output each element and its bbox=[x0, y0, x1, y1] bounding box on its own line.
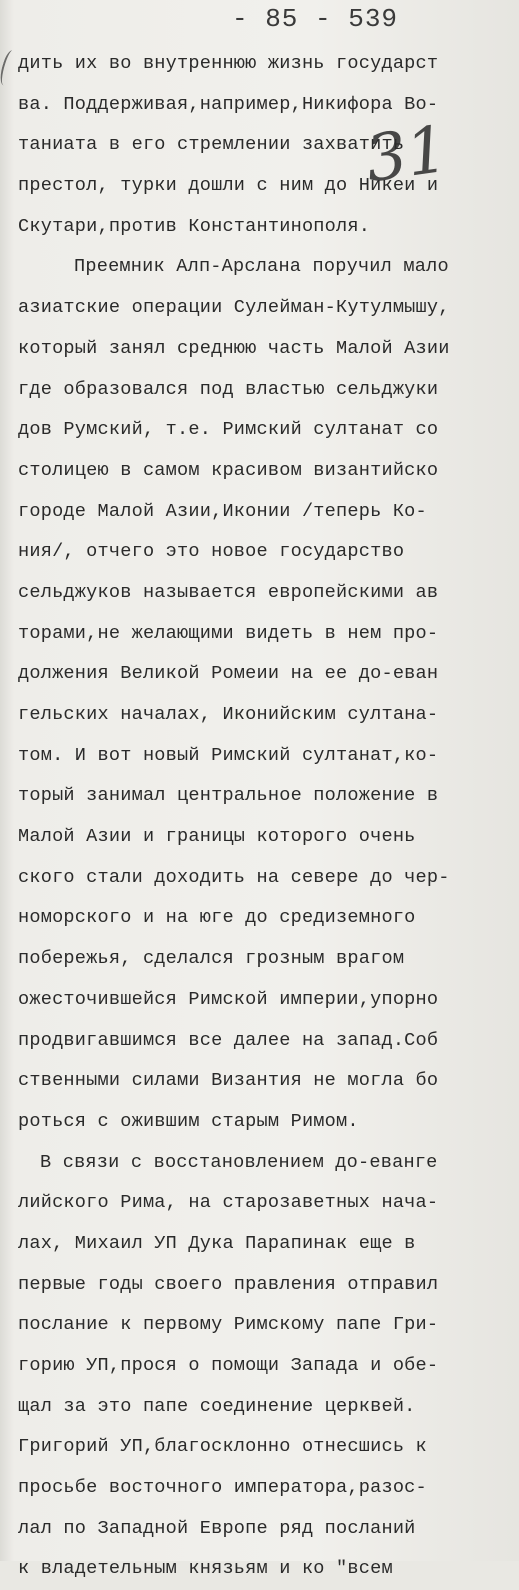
text-line: городе Малой Азии,Иконии /теперь Ко- bbox=[18, 500, 427, 522]
text-line: азиатские операции Сулейман-Кутулмышу, bbox=[18, 297, 450, 319]
text-line: который занял среднюю часть Малой Азии bbox=[18, 337, 450, 359]
text-line: роться с ожившим старым Римом. bbox=[18, 1110, 359, 1132]
text-line: торый занимал центральное положение в bbox=[18, 785, 439, 807]
text-line: сельджуков называется европейскими ав bbox=[18, 581, 439, 603]
text-line: Малой Азии и границы которого очень bbox=[18, 826, 416, 848]
paragraph-start-line: В связи с восстановлением до-еванге bbox=[40, 1151, 438, 1173]
text-line: к владетельным князьям и ко "всем bbox=[18, 1558, 393, 1580]
text-line: где образовался под властью сельджуки bbox=[18, 378, 439, 400]
page-number: - 85 - 539 bbox=[232, 4, 399, 34]
text-line: ственными силами Византия не могла бо bbox=[18, 1070, 439, 1092]
text-line: гельских началах, Иконийским султана- bbox=[18, 704, 439, 725]
text-line: лийского Рима, на старозаветных нача- bbox=[18, 1192, 439, 1214]
text-line: побережья, сделался грозным врагом bbox=[18, 948, 405, 970]
text-line: ва. Поддерживая,например,Никифора Во- bbox=[18, 93, 439, 115]
text-line: ния/, отчего это новое государство bbox=[18, 541, 405, 563]
text-line: лал по Западной Европе ряд посланий bbox=[18, 1517, 416, 1539]
text-line: горию УП,прося о помощи Запада и обе- bbox=[18, 1355, 439, 1376]
paragraph-start-line: Преемник Алп-Арслана поручил мало bbox=[74, 256, 449, 278]
text-line: Григорий УП,благосклонно отнесшись к bbox=[18, 1436, 427, 1458]
text-line: послание к первому Римскому папе Гри- bbox=[18, 1314, 439, 1336]
text-line: первые годы своего правления отправил bbox=[18, 1273, 439, 1295]
text-line: столицею в самом красивом византийско bbox=[18, 459, 439, 481]
text-line: просьбе восточного императора,разос- bbox=[18, 1477, 427, 1499]
text-line: дов Румский, т.е. Римский султанат со bbox=[18, 419, 439, 441]
text-line: продвигавшимся все далее на запад.Соб bbox=[18, 1029, 439, 1051]
text-line: должения Великой Ромеии на ее до-еван bbox=[18, 663, 439, 685]
text-line: номорского и на юге до средиземного bbox=[18, 907, 416, 929]
text-line: таниата в его стремлении захватить bbox=[18, 134, 405, 156]
text-line: торами,не желающими видеть в нем про- bbox=[18, 622, 439, 644]
text-line: щал за это папе соединение церквей. bbox=[18, 1395, 416, 1417]
text-line: престол, турки дошли с ним до Никеи и bbox=[18, 175, 439, 197]
text-line: ожесточившейся Римской империи,упорно bbox=[18, 988, 439, 1010]
text-line: том. И вот новый Римский султанат,ко- bbox=[18, 744, 439, 766]
typewritten-text bbox=[18, 44, 514, 1590]
handwritten-folio-number: 31 bbox=[361, 112, 453, 198]
margin-pencil-mark bbox=[0, 49, 19, 87]
text-line: Скутари,против Константинополя. bbox=[18, 215, 371, 237]
text-line: дить их во внутреннюю жизнь государст bbox=[18, 53, 439, 74]
text-line: лах, Михаил УП Дука Парапинак еще в bbox=[18, 1232, 416, 1254]
text-line: ского стали доходить на севере до чер- bbox=[18, 866, 450, 888]
